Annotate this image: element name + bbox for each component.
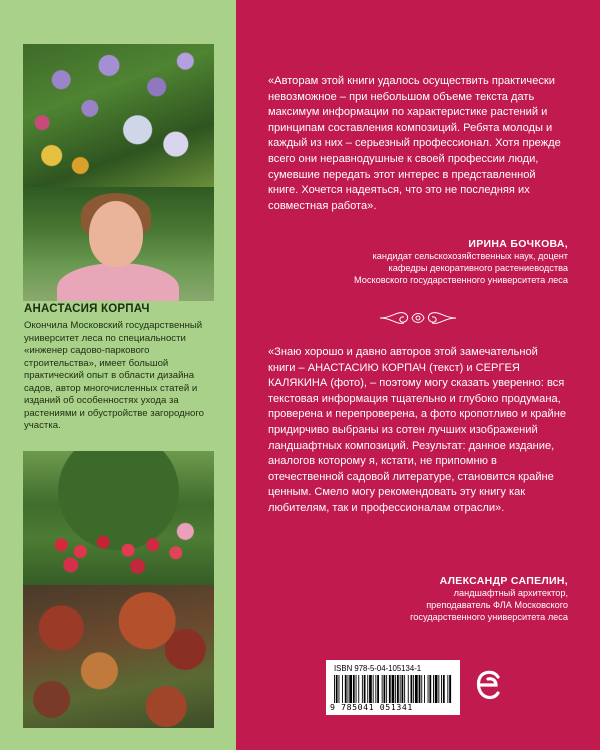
isbn-barcode-box [326, 660, 460, 715]
publisher-logo-icon [474, 668, 504, 702]
reviewer-role-2-line-2: преподаватель ФЛА Московского [426, 600, 568, 611]
author-photo [23, 187, 214, 301]
garden-photo-alliums [23, 44, 214, 187]
ornament-divider-icon [378, 305, 458, 331]
review-signature-1 [354, 238, 568, 287]
reviewer-role-1-line-1: кандидат сельскохозяйственных наук, доцент [372, 251, 568, 261]
reviewer-role-2-line-1: ландшафтный архитектор, [453, 588, 568, 598]
author-bio: Окончила Московский государственный университет леса по специальности «инженер садово-паркового строительства», имеет большой практический опыт в области дизайна садов, автор многочисленных статей и изданий об особенностях ухода за растениями и обустройстве загородного участка. [24, 320, 204, 431]
garden-photo-autumn [23, 585, 214, 728]
author-shawl [57, 263, 179, 301]
author-face [89, 201, 143, 267]
garden-photo-tulips [23, 451, 214, 585]
barcode-digits: 9 785041 051341 [330, 702, 413, 712]
isbn-label: ISBN 978-5-04-105134-1 [334, 664, 422, 673]
reviewer-name-1: ИРИНА БОЧКОВА, [468, 238, 568, 250]
reviewer-role-1-line-2: кафедры декоративного растениеводства [388, 263, 568, 274]
barcode-icon [334, 675, 452, 703]
reviewer-name-2: АЛЕКСАНДР САПЕЛИН, [439, 575, 568, 587]
reviewer-role-2-line-3: государственного университета леса [410, 612, 568, 623]
review-quote-2: «Знаю хорошо и давно авторов этой замечательной книги – АНАСТАСИЮ КОРПАЧ (текст) и СЕРГЕЯ КАЛЯКИНА (фото), – поэтому могу сказать уверенно: вся текстовая информация тщательно и глубоко продумана, проверена и перепроверена, а фото кропотливо и крайне придирчиво выбраны из сотен лучших изображений ландшафтных композиций. Результат: данное издание, аналогов которому я, кстати, не припомню в отечественной садовой литературе, становится крайне ценным. Смело могу рекомендовать эту книгу как любителям, так и профессионалам отрасли». [268, 346, 567, 514]
author-name: АНАСТАСИЯ КОРПАЧ [24, 303, 150, 315]
review-quote-1: «Авторам этой книги удалось осуществить практически невозможное – при небольшом объеме текста дать максимум информации по характеристике растений и принципам составления композиций. Ребята молоды и каждый из них – серьезный профессионал. Хотя прежде всего они неравнодушные к своей профессии люди, сумевшие передать этот интерес в представленной книге. Хочется надеяться, что это не последняя их совместная работа». [268, 75, 561, 212]
reviewer-role-1-line-3: Московского государственного университета леса [354, 275, 568, 286]
review-signature-2 [410, 575, 568, 624]
